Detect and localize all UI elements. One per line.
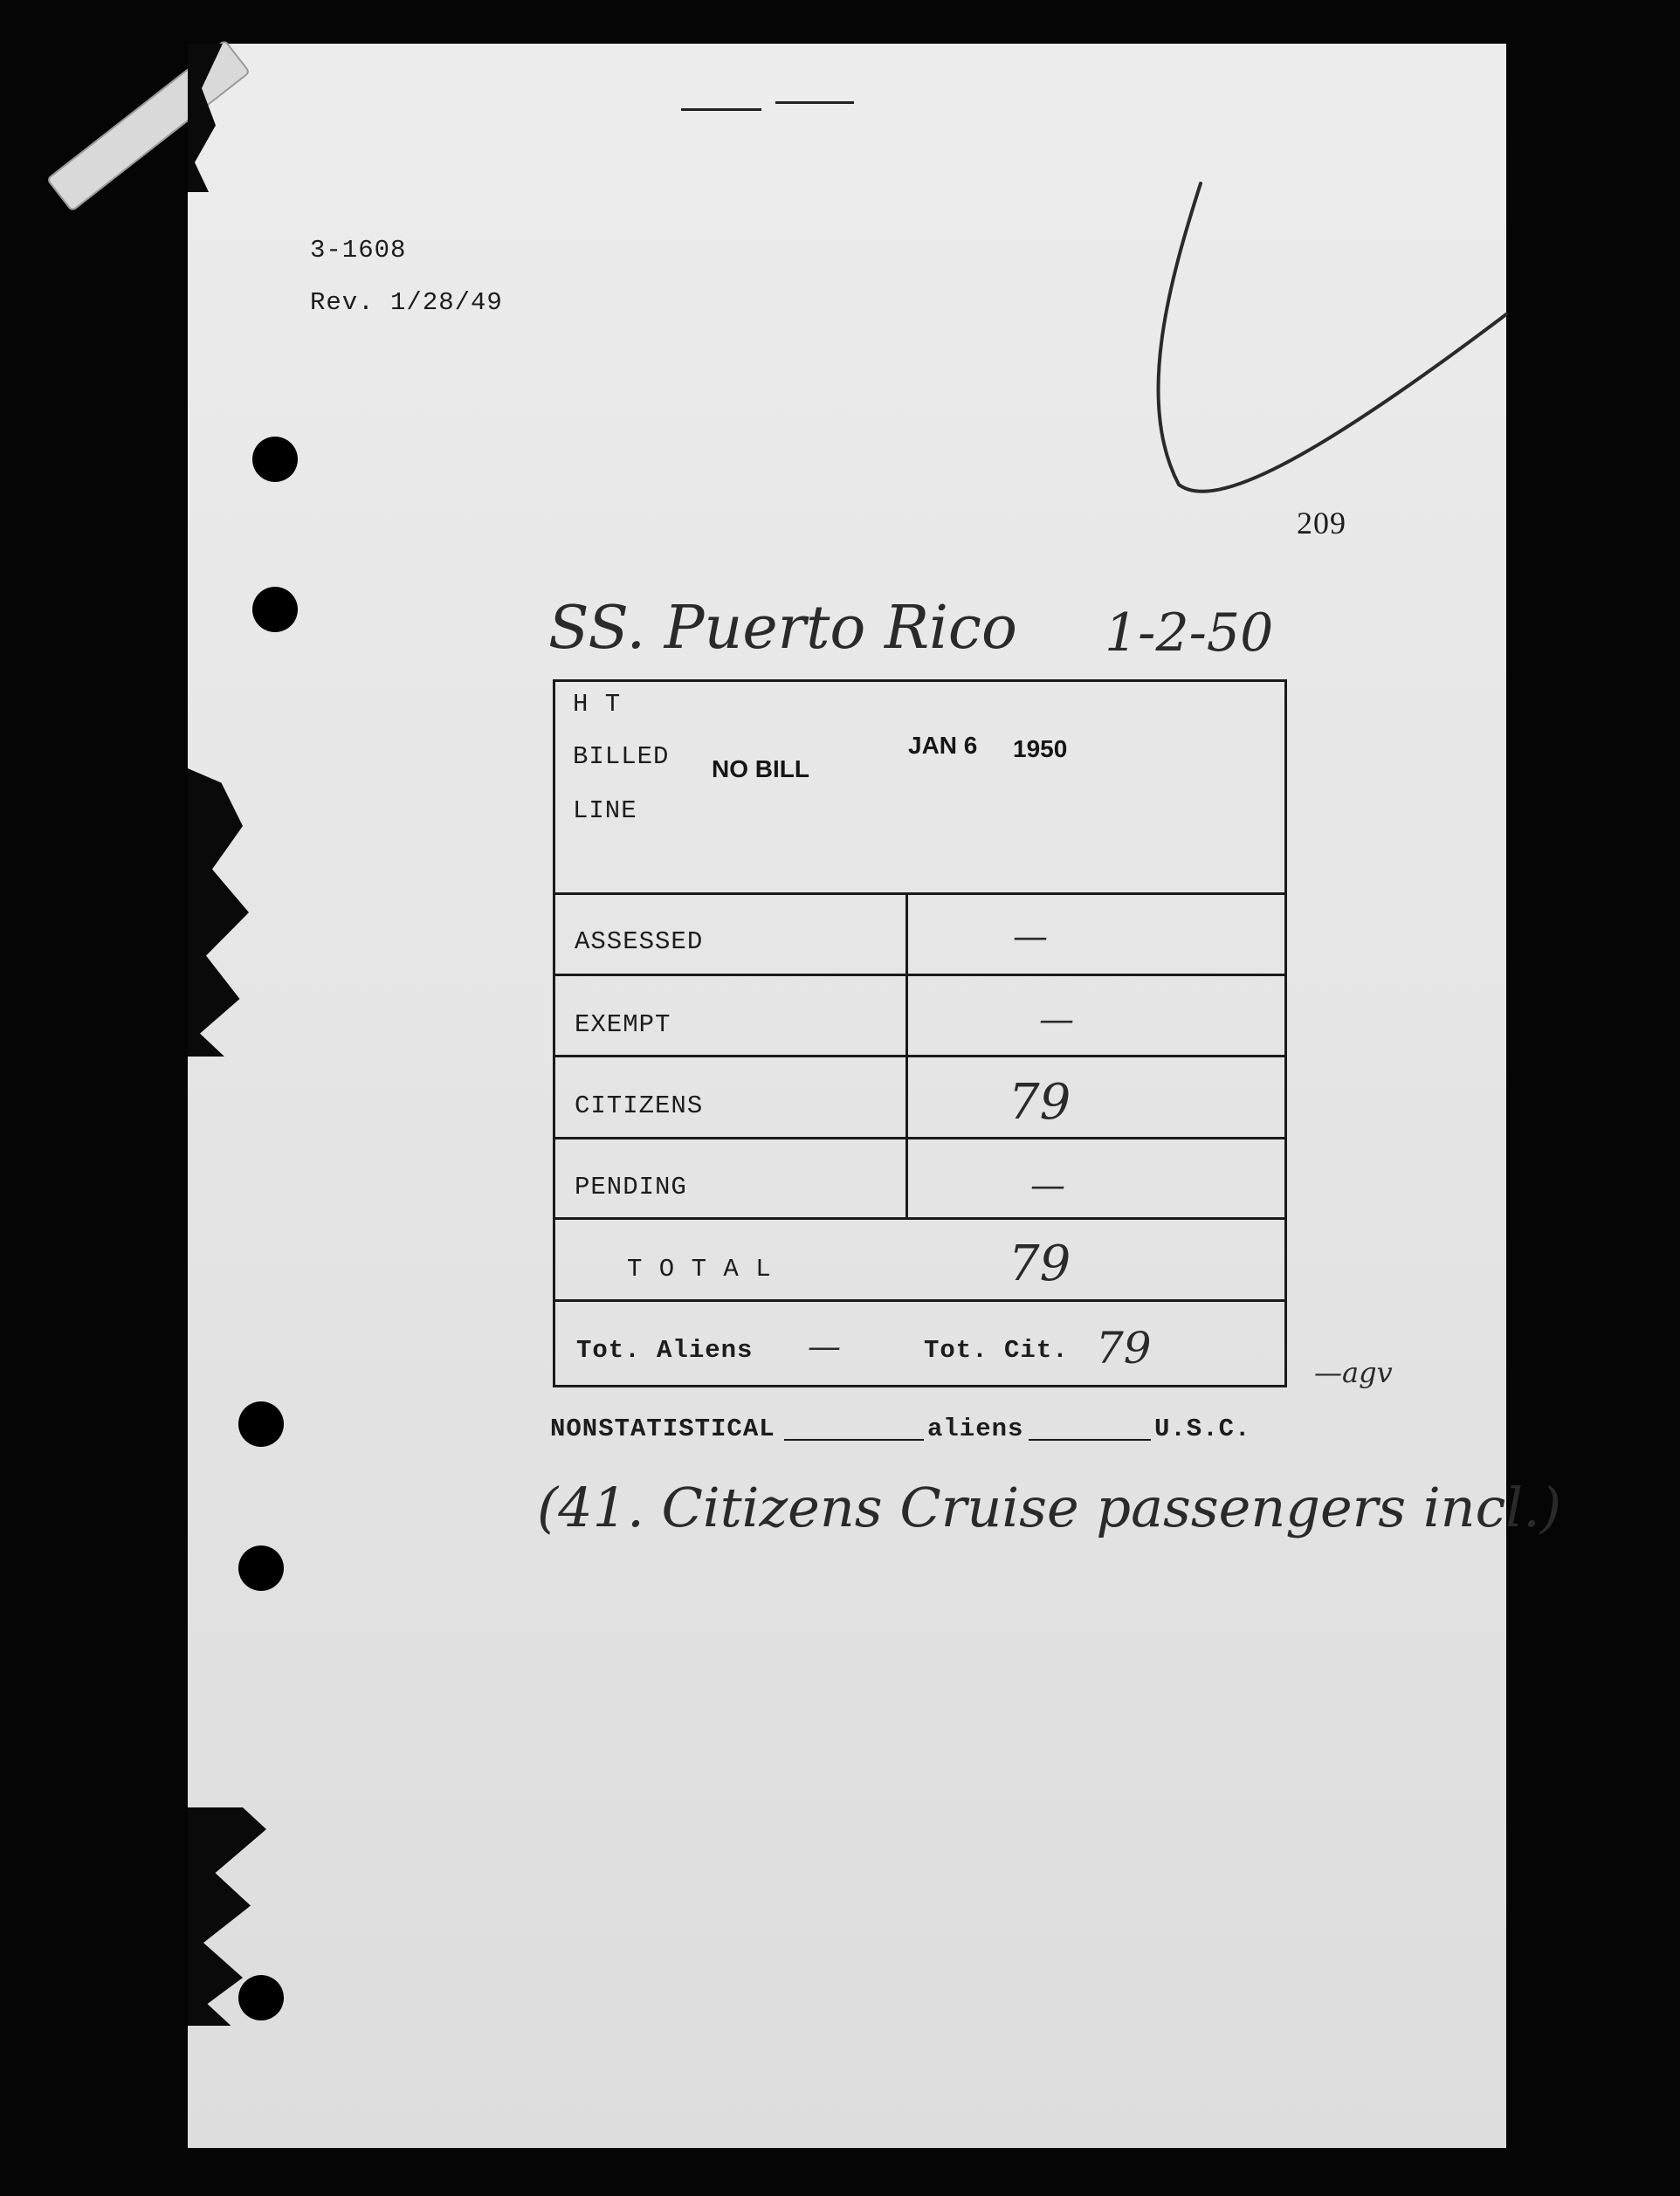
top-dash-left (681, 108, 761, 111)
row-value-pending: — (1030, 1166, 1065, 1206)
punch-hole-4 (238, 1545, 284, 1591)
row-divider (553, 892, 1284, 895)
punch-hole-1 (252, 437, 298, 482)
no-bill-stamp: NO BILL (712, 755, 809, 782)
punch-hole-3 (238, 1401, 284, 1447)
total-aliens-label: Tot. Aliens (576, 1336, 754, 1365)
check-mark-icon (1118, 175, 1511, 515)
total-citizens-label: Tot. Cit. (924, 1336, 1069, 1365)
nonstatistical-label: NONSTATISTICAL (550, 1415, 775, 1443)
row-divider (553, 974, 1284, 976)
form-revision: Rev. 1/28/49 (310, 288, 503, 317)
billed-label: BILLED (573, 742, 670, 771)
date-stamp-year: 1950 (1013, 735, 1068, 762)
total-label: T O T A L (627, 1255, 772, 1284)
row-label-citizens: CITIZENS (575, 1091, 704, 1120)
row-divider (553, 1137, 1284, 1139)
row-label-pending: PENDING (575, 1173, 687, 1201)
total-citizens-value: 79 (1096, 1323, 1152, 1373)
initials-annotation: —agv (1314, 1356, 1393, 1389)
row-value-assessed: — (1013, 917, 1048, 957)
ht-label: H T (573, 690, 622, 719)
top-dash-right (775, 101, 854, 104)
row-divider (553, 1299, 1284, 1302)
column-divider (905, 892, 908, 1217)
form-number: 3-1608 (310, 236, 407, 265)
nonstatistical-aliens-label: aliens (927, 1415, 1024, 1443)
nonstatistical-usc-label: U.S.C. (1154, 1415, 1251, 1443)
vessel-name: SS. Puerto Rico (548, 594, 1017, 663)
row-value-exempt: — (1039, 1000, 1074, 1040)
punch-hole-2 (252, 587, 298, 632)
aliens-blank (1029, 1439, 1151, 1441)
total-aliens-value: — (808, 1327, 841, 1366)
nonstatistical-blank (784, 1439, 924, 1441)
row-label-exempt: EXEMPT (575, 1010, 671, 1039)
row-divider (553, 1217, 1284, 1220)
row-divider (553, 1055, 1284, 1057)
page-number: 209 (1297, 506, 1346, 540)
date-stamp-month: JAN 6 (908, 732, 978, 759)
row-label-assessed: ASSESSED (575, 927, 704, 956)
row-value-citizens: 79 (1009, 1074, 1071, 1131)
cruise-passengers-note: (41. Citizens Cruise passengers incl.) (537, 1476, 1562, 1539)
arrival-date: 1-2-50 (1105, 602, 1274, 664)
total-value: 79 (1009, 1236, 1071, 1292)
line-label: LINE (573, 796, 637, 825)
punch-hole-5 (238, 1975, 284, 2020)
